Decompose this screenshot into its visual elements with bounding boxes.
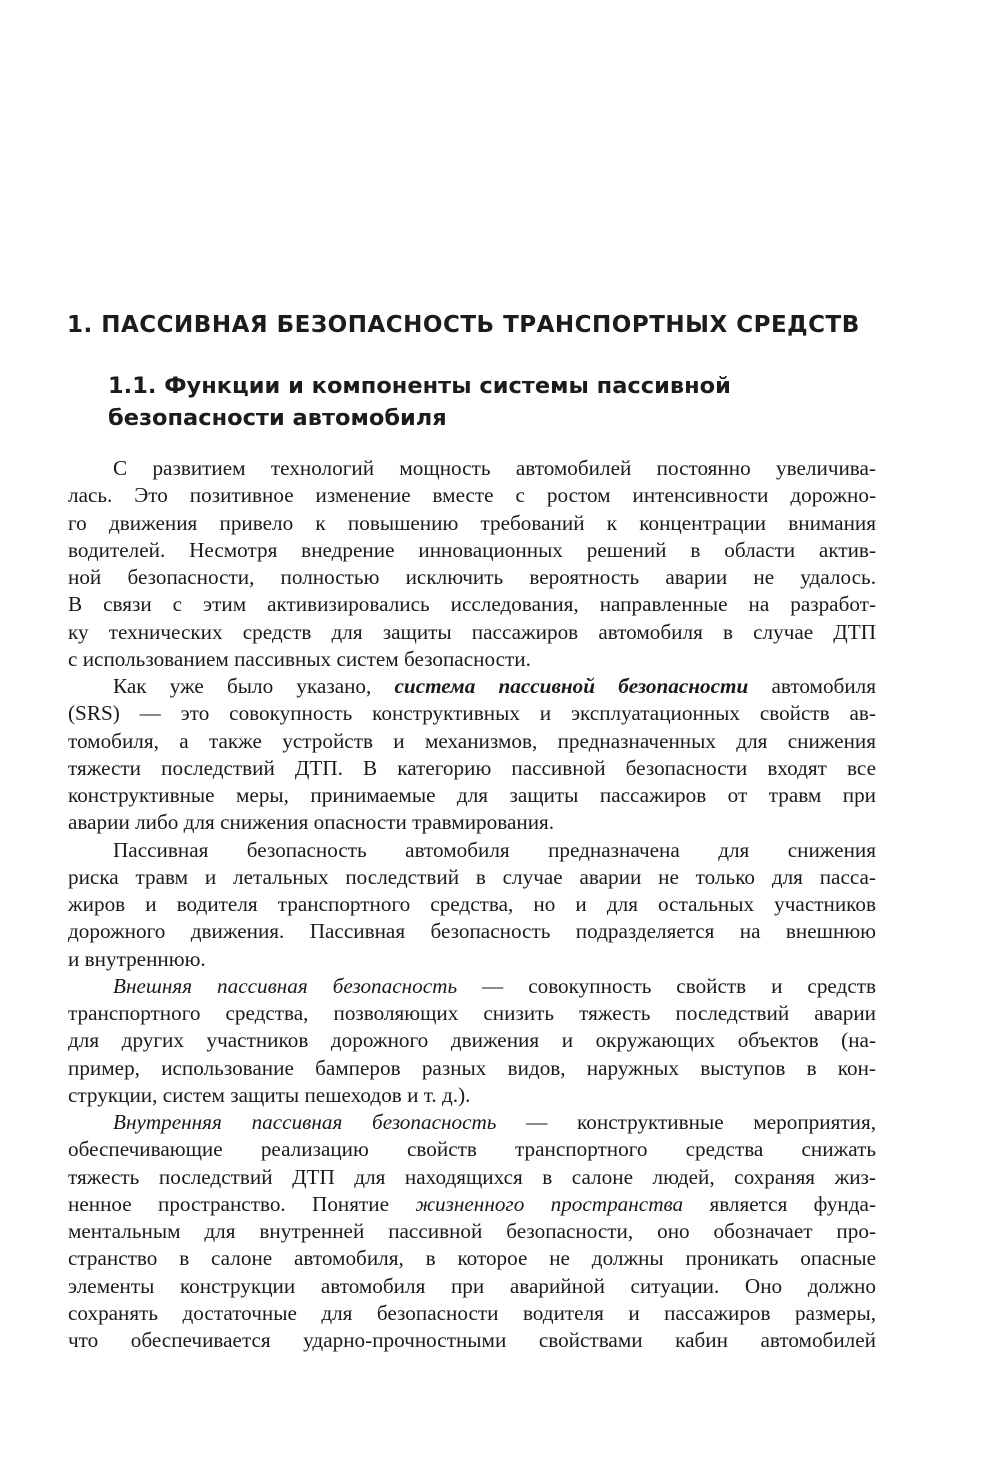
text-line [68,1109,876,1136]
chapter-title: 1. ПАССИВНАЯ БЕЗОПАСНОСТЬ ТРАНСПОРТНЫХ СРЕДСТВ [67,312,860,338]
text-line: для других участников дорожного движения и окружающих объектов (на- [68,1028,876,1053]
body-text [68,455,876,1354]
text-run: ненное пространство. Понятие [68,1191,416,1216]
term-emphasis: система пассивной безопасности [394,674,749,698]
paragraph-4 [68,973,876,1109]
text-line: с использованием пассивных систем безопасности. [68,646,531,671]
text-line: струкции, систем защиты пешеходов и т. д.). [68,1082,471,1107]
term-italic: жизненного пространства [415,1191,684,1216]
text-line [68,673,876,700]
paragraph-2 [68,673,876,837]
text-line: дорожного движения. Пассивная безопасность подразделяется на внешнюю [68,919,876,944]
text-line: конструктивные меры, принимаемые для защиты пассажиров от травм при [68,783,876,807]
term-italic: Внутренняя пассивная безопасность [113,1110,497,1134]
text-run: автомобиля [748,674,876,698]
text-line: (SRS) — это совокупность конструктивных и эксплуатационных свойств ав- [68,701,876,726]
text-line: тяжести последствий ДТП. В категорию пассивной безопасности входят все [68,755,876,780]
text-line: риска травм и летальных последствий в случае аварии не только для пасса- [68,864,876,889]
text-run: — совокупность свойств и средств [457,973,876,998]
text-line: С развитием технологий мощность автомобилей постоянно увеличива- [113,456,876,480]
text-line: жиров и водителя транспортного средства, но и для остальных участников [68,892,876,916]
paragraph-3 [68,837,876,973]
section-title-line-1: 1.1. Функции и компоненты системы пассивной [108,373,731,399]
section-title [108,370,888,434]
paragraph-1 [68,455,876,673]
text-line: пример, использование бамперов разных видов, наружных выступов в кон- [68,1055,876,1080]
text-line: ку технических средств для защиты пассажиров автомобиля в случае ДТП [68,619,876,644]
text-line: ментальным для внутренней пассивной безопасности, оно обозначает про- [68,1219,876,1243]
section-title-line-2: безопасности автомобиля [108,405,447,431]
text-line: и внутреннюю. [68,946,206,971]
text-run: Как уже было указано, [113,674,395,698]
text-line: сохранять достаточные для безопасности водителя и пассажиров размеры, [68,1300,876,1325]
text-line: ной безопасности, полностью исключить вероятность аварии не удалось. [68,565,876,589]
text-line: что обеспечивается ударно-прочностными свойствами кабин автомобилей [68,1328,876,1352]
text-line: транспортного средства, позволяющих снизить тяжесть последствий аварии [68,1001,876,1025]
paragraph-5 [68,1109,876,1354]
text-line: лась. Это позитивное изменение вместе с ростом интенсивности дорожно- [68,483,876,508]
text-line: аварии либо для снижения опасности травмирования. [68,810,555,835]
text-line: тяжесть последствий ДТП для находящихся в салоне людей, сохраняя жиз- [68,1164,876,1189]
text-run: является фунда- [683,1191,876,1216]
text-run: — конструктивные мероприятия, [496,1110,876,1134]
text-line: водителей. Несмотря внедрение инновационных решений в области актив- [68,537,876,562]
text-line: Пассивная безопасность автомобиля предназначена для снижения [113,837,876,862]
term-italic: Внешняя пассивная безопасность [113,973,458,998]
text-line [68,973,876,1000]
text-line: элементы конструкции автомобиля при аварийной ситуации. Оно должно [68,1273,876,1298]
text-line: В связи с этим активизировались исследования, направленные на разработ- [68,592,876,617]
text-line: обеспечивающие реализацию свойств транспортного средства снижать [68,1137,876,1162]
text-line [68,1191,876,1218]
text-line: томобиля, а также устройств и механизмов, предназначенных для снижения [68,728,876,753]
text-line: го движения привело к повышению требований к концентрации внимания [68,510,876,535]
text-line: странство в салоне автомобиля, в которое не должны проникать опасные [68,1246,876,1271]
